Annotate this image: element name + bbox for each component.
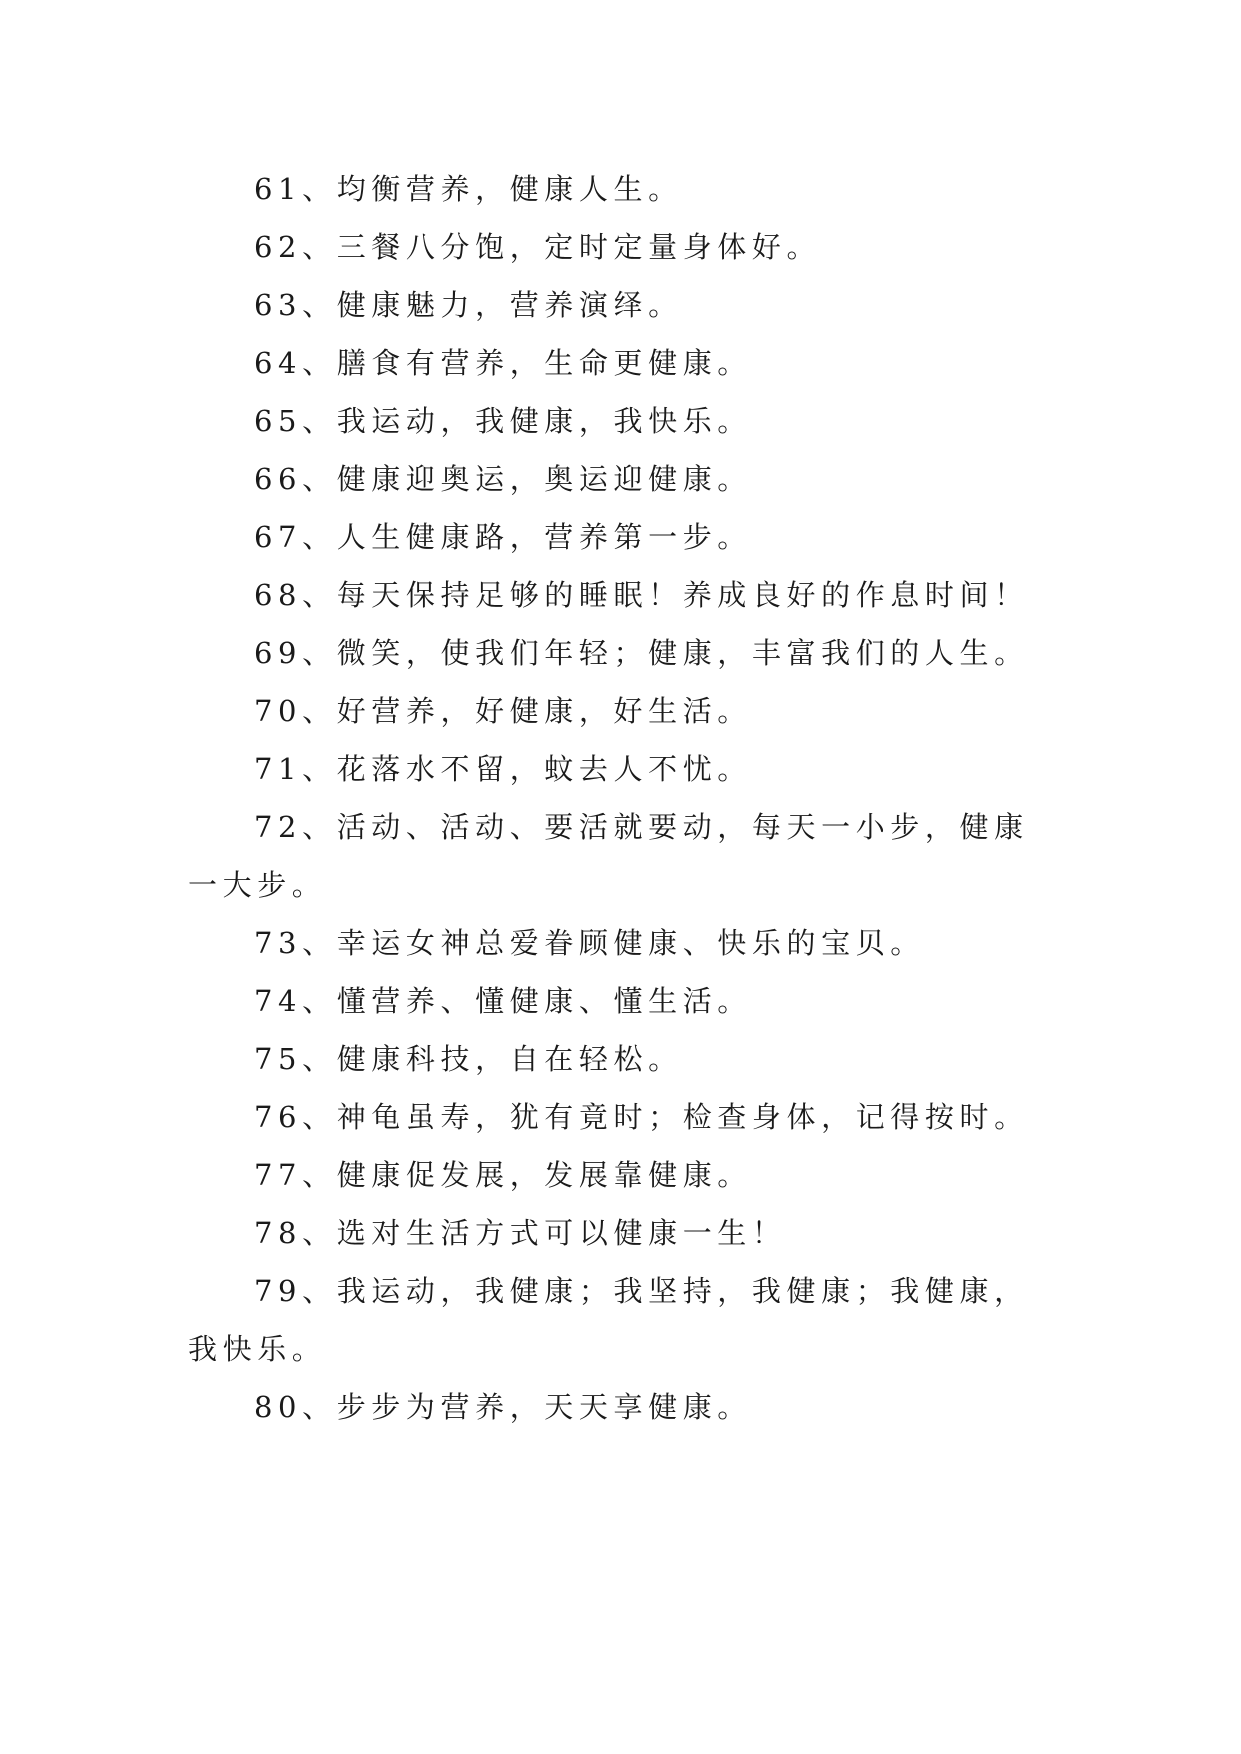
list-item: 70、好营养，好健康，好生活。 [254, 694, 752, 728]
list-item: 68、每天保持足够的睡眠！养成良好的作息时间！ [254, 578, 1029, 612]
document-body [188, 160, 1054, 1436]
list-item: 80、步步为营养，天天享健康。 [254, 1390, 752, 1424]
list-item: 62、三餐八分饱，定时定量身体好。 [254, 230, 822, 264]
list-item: 77、健康促发展，发展靠健康。 [254, 1158, 752, 1192]
list-item: 75、健康科技，自在轻松。 [254, 1042, 683, 1076]
list-item: 65、我运动，我健康，我快乐。 [254, 404, 752, 438]
list-item: 76、神龟虽寿，犹有竟时；检查身体，记得按时。 [254, 1100, 1029, 1134]
list-item: 63、健康魅力，营养演绎。 [254, 288, 683, 322]
list-item: 61、均衡营养，健康人生。 [254, 172, 683, 206]
list-item: 64、膳食有营养，生命更健康。 [254, 346, 752, 380]
list-item: 72、活动、活动、要活就要动，每天一小步，健康一大步。 [188, 810, 1029, 902]
list-item: 69、微笑，使我们年轻；健康，丰富我们的人生。 [254, 636, 1029, 670]
list-item: 73、幸运女神总爱眷顾健康、快乐的宝贝。 [254, 926, 925, 960]
list-item: 67、人生健康路，营养第一步。 [254, 520, 752, 554]
list-item: 74、懂营养、懂健康、懂生活。 [254, 984, 752, 1018]
list-item: 79、我运动，我健康；我坚持，我健康；我健康，我快乐。 [188, 1274, 1029, 1366]
list-item: 66、健康迎奥运，奥运迎健康。 [254, 462, 752, 496]
list-item: 78、选对生活方式可以健康一生！ [254, 1216, 787, 1250]
list-item: 71、花落水不留，蚊去人不忧。 [254, 752, 752, 786]
